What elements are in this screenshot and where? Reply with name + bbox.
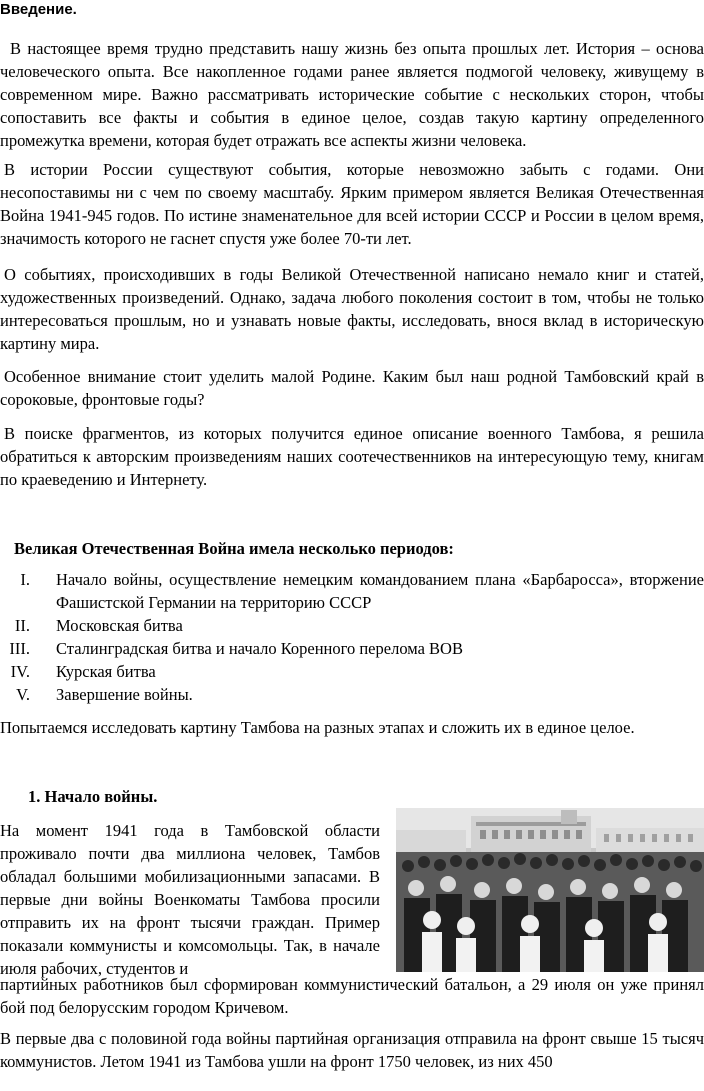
period-text: Завершение войны. [56,685,193,704]
period-number: V. [16,685,30,704]
page-heading: Введение. [0,1,77,18]
period-text: Сталинградская битва и начало Коренного перелома ВОВ [56,639,463,658]
period-number: III. [9,639,30,658]
period-number: IV. [10,662,30,681]
intro-paragraph: О событиях, происходивших в годы Великой Отечественной написано немало книг и статей, художественных произведений. Однако, задача любого поколения состоит в том, чтобы не только интересоваться прошлым, но и узнавать новые факты, исследовать, внося вклад в историческую картину мира. [0,265,704,353]
chapter-text-below-photo: партийных работников был сформирован коммунистический батальон, а 29 июля он уже принял бой под белорусским городом Кричевом. [0,975,704,1017]
chapter-last-paragraph: В первые два с половиной года войны партийная организация отправила на фронт свыше 15 тысяч коммунистов. Летом 1941 из Тамбова ушли на фронт 1750 человек, из них 450 [0,1029,704,1071]
list-item [0,683,704,706]
period-number: II. [14,616,30,635]
intro-paragraph: Особенное внимание стоит уделить малой Родине. Каким был наш родной Тамбовский край в сороковые, фронтовые годы? [0,367,704,409]
intro-paragraph: В истории России существуют события, которые невозможно забыть с годами. Они несопоставимы ни с чем по своему масштабу. Ярким примером является Великая Отечественная Война 1941-945 годов. По истине знаменательное для всей истории СССР и России в целом время, значимость которого не гаснет спустя уже более 70-ти лет. [0,160,704,248]
period-text: Курская битва [56,662,156,681]
periods-list [0,568,704,706]
period-text: Начало войны, осуществление немецким командованием плана «Барбаросса», вторжение Фашистской Германии на территорию СССР [56,570,704,612]
chapter-text-beside-photo: На момент 1941 года в Тамбовской области проживало почти два миллиона человек, Тамбов обладал большими мобилизационными запасами. В первые дни войны Военкоматы Тамбова просили отправить их на фронт тысячи граждан. Пример показали коммунисты и комсомольцы. Так, в начале июля рабочих, студентов и [0,821,380,978]
period-number: I. [20,570,30,589]
list-item [0,568,704,614]
list-item [0,637,704,660]
chapter-title: 1. Начало войны. [28,787,158,806]
period-text: Московская битва [56,616,183,635]
intro-paragraph: В настоящее время трудно представить нашу жизнь без опыта прошлых лет. История – основа человеческого опыта. Все накопленное годами ранее является подмогой человеку, живущему в современном мире. Важно рассматривать исторические событие с нескольких сторон, чтобы сопоставить все факты и события в единое целое, создав такую картину определенного промежутка времени, которая будет отражать все аспекты жизни человека. [0,39,704,150]
crowd-photo-illustration [396,808,704,972]
research-sentence: Попытаемся исследовать картину Тамбова на разных этапах и сложить их в единое целое. [0,718,635,737]
crowd-photo [396,808,704,972]
periods-title: Великая Отечественная Война имела несколько периодов: [14,539,454,558]
list-item [0,660,704,683]
list-item [0,614,704,637]
intro-paragraph: В поиске фрагментов, из которых получится единое описание военного Тамбова, я решила обратиться к авторским произведениям наших соотечественников на интересующую тему, книгам по краеведению и Интернету. [0,424,704,489]
